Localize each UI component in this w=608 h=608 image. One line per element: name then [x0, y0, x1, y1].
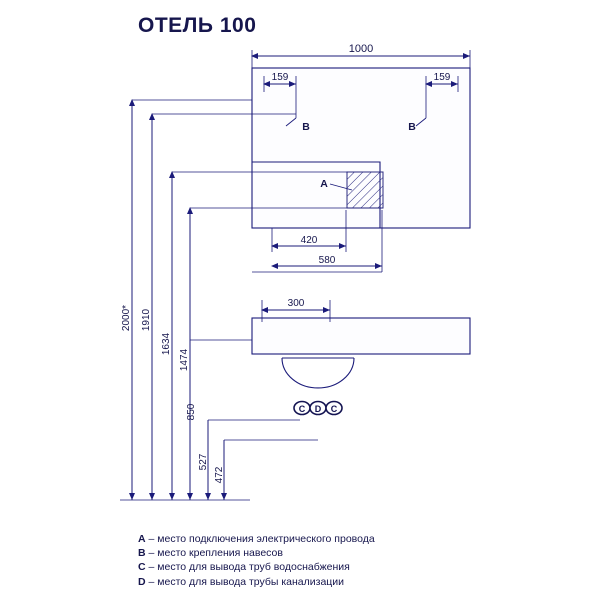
marker-c-left: C — [298, 404, 306, 414]
legend-row-c — [138, 560, 538, 574]
legend-key-a: A — [138, 533, 146, 545]
legend-text-d: – место для вывода трубы канализации — [148, 575, 345, 588]
dim-v-527: 527 — [198, 453, 209, 471]
dim-v-2000: 2000* — [121, 304, 132, 332]
legend — [138, 532, 538, 589]
legend-row-a — [138, 532, 538, 546]
dim-v-472: 472 — [214, 466, 225, 484]
legend-text-b: – место крепления навесов — [148, 547, 283, 560]
dim-v-850: 850 — [186, 403, 197, 421]
marker-b-right: B — [408, 121, 416, 133]
dim-inner-580: 580 — [318, 255, 336, 266]
dim-right-offset: 159 — [433, 72, 451, 83]
legend-text-a: – место подключения электрического провода — [148, 533, 375, 545]
marker-a: A — [320, 178, 328, 190]
dim-mirror-300: 300 — [287, 298, 305, 309]
legend-row-b — [138, 546, 538, 560]
dim-v-1474: 1474 — [179, 348, 190, 372]
dim-top-width: 1000 — [348, 43, 374, 55]
legend-key-c: C — [138, 561, 146, 574]
dim-left-offset: 159 — [271, 72, 289, 83]
dim-v-1634: 1634 — [161, 332, 172, 356]
marker-d: D — [314, 404, 322, 414]
dim-inner-420: 420 — [300, 235, 318, 246]
legend-text-c: – место для вывода труб водоснабжения — [148, 561, 350, 574]
legend-key-d: D — [138, 575, 146, 588]
legend-row-d — [138, 575, 538, 589]
marker-c-right: C — [330, 404, 338, 414]
dim-v-1910: 1910 — [141, 308, 152, 332]
marker-b-left: B — [302, 121, 310, 133]
legend-key-b: B — [138, 547, 146, 560]
page-title: ОТЕЛЬ 100 — [138, 14, 257, 37]
